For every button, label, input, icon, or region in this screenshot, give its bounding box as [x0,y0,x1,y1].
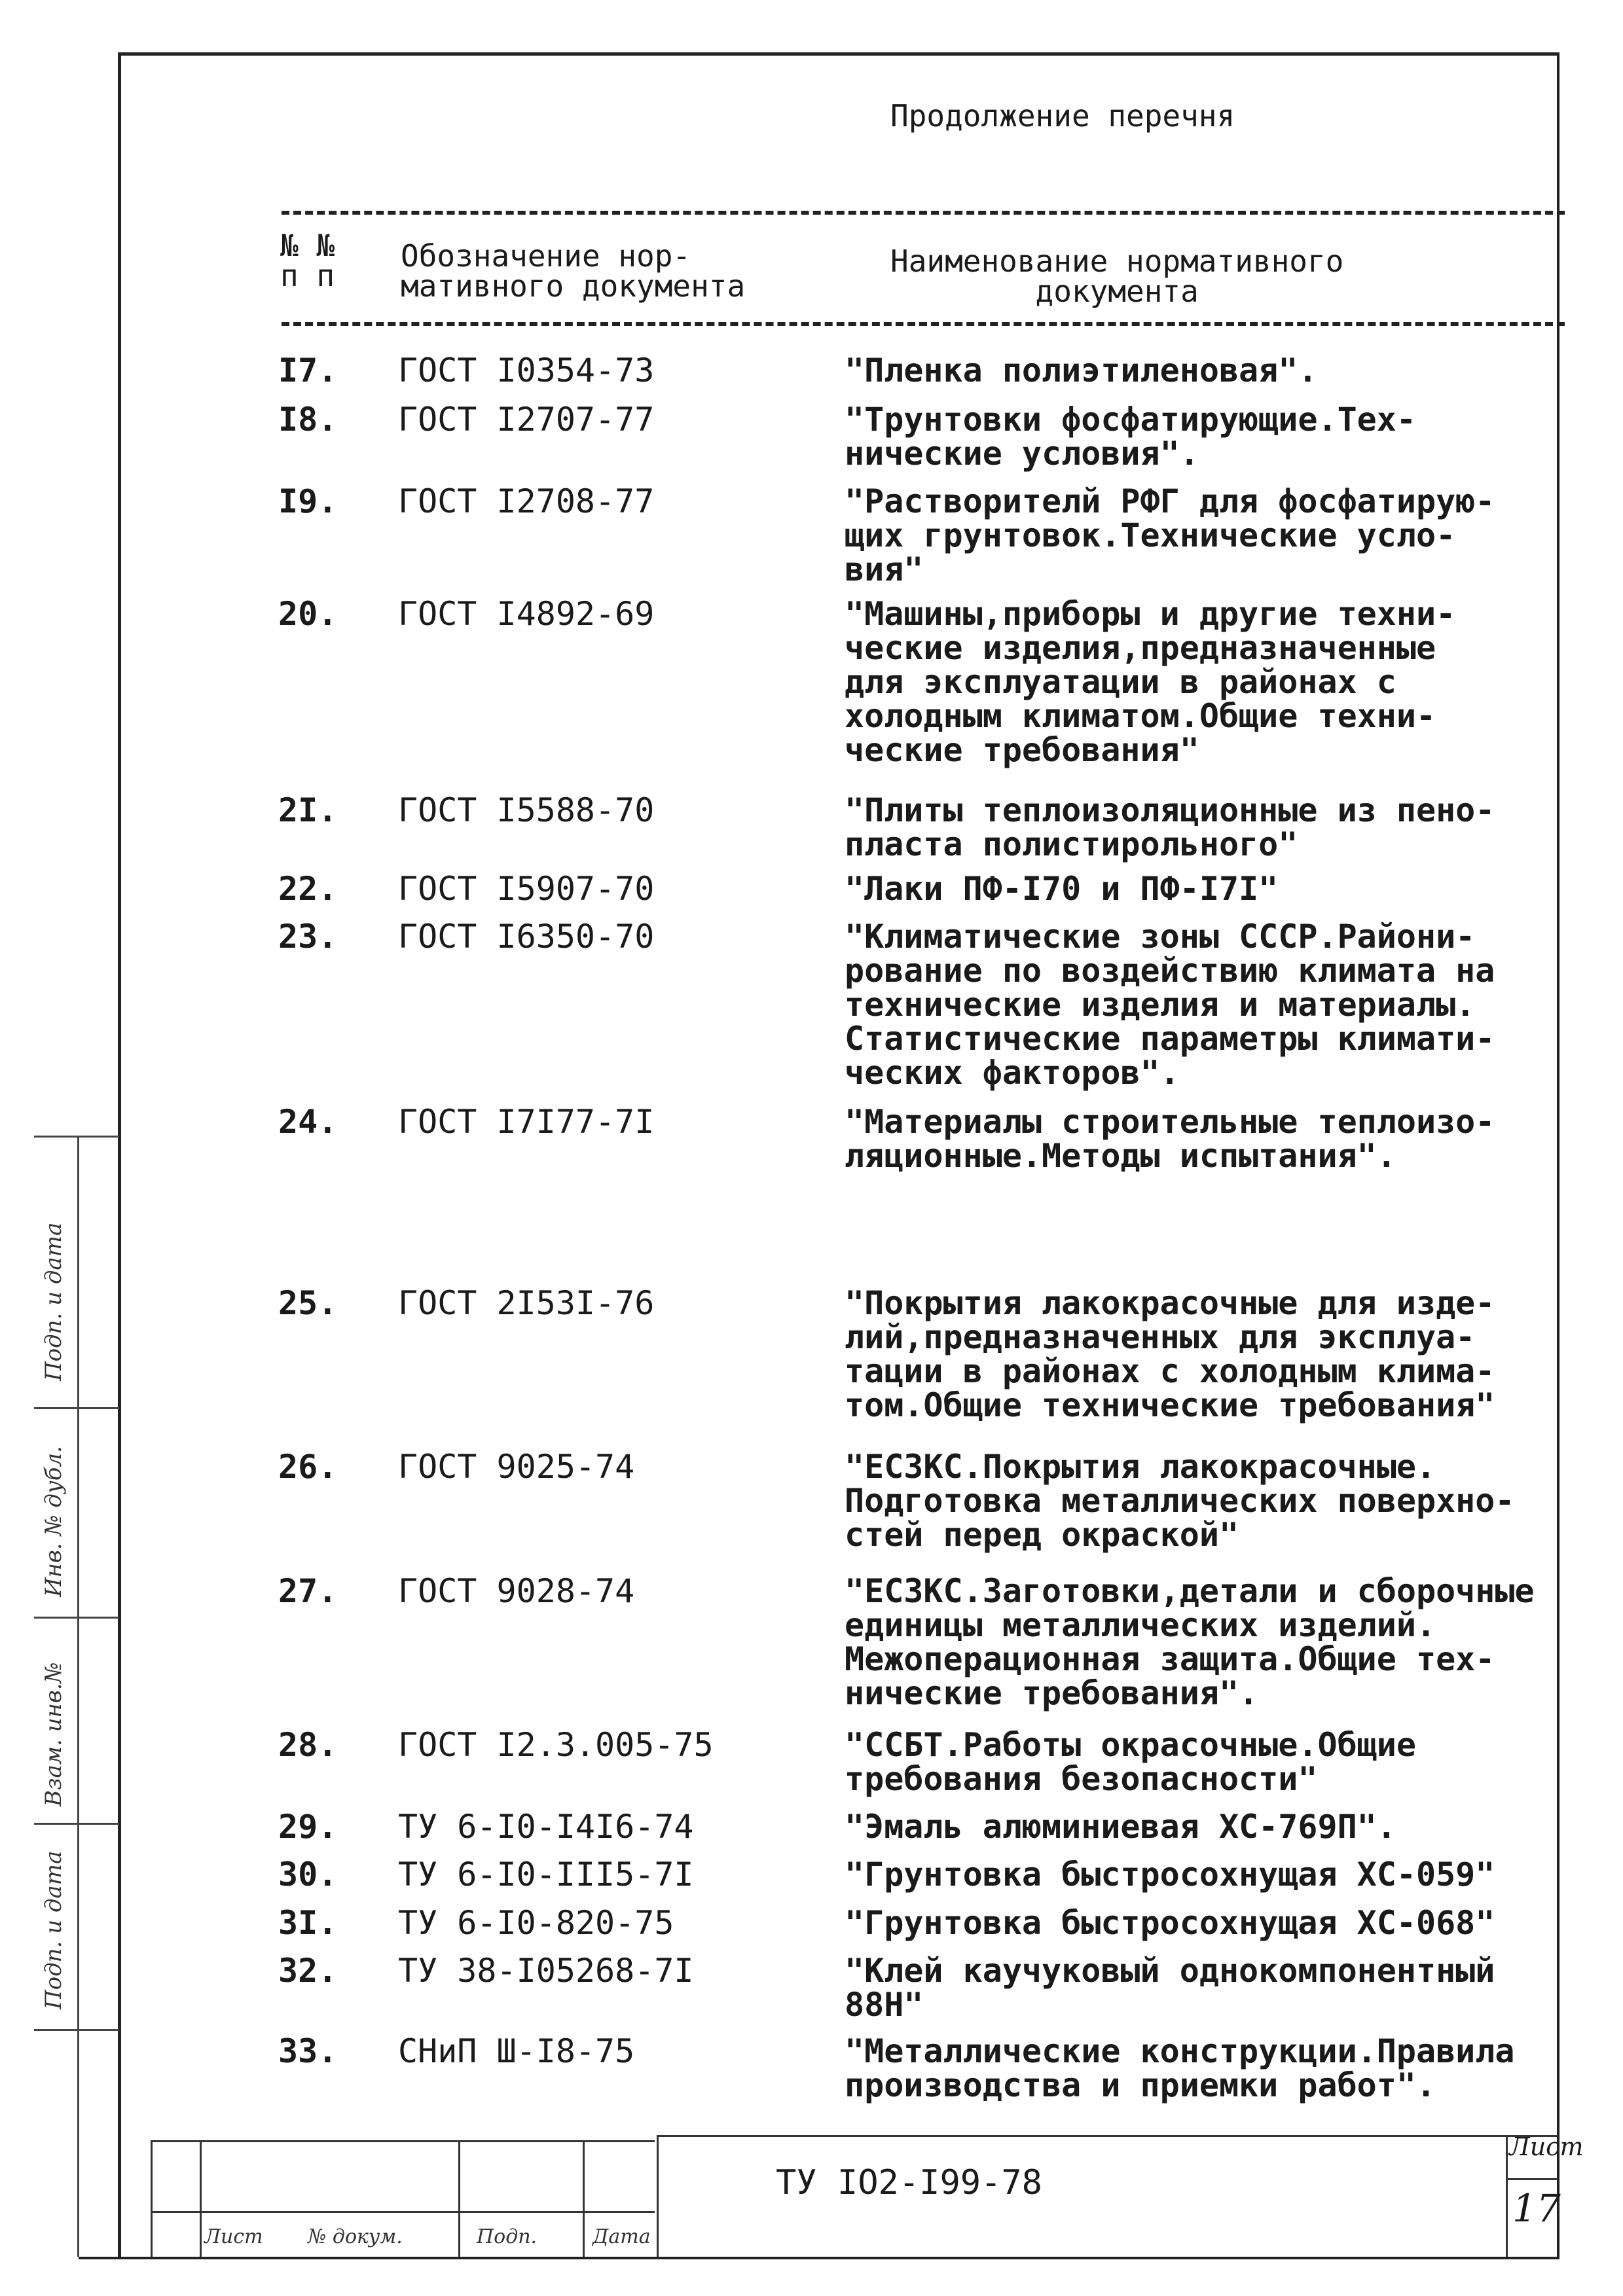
header-name-column [890,243,1344,309]
row-name: "Лаки ПФ-I70 и ПФ-I7I" [845,870,1279,908]
row-number: 33. [278,2032,338,2070]
sheet-number: 17 [1512,2186,1561,2231]
header-number-column [280,230,335,291]
row-number: 22. [278,870,338,908]
title-block-divider [1506,2135,1508,2257]
row-number: 30. [278,1856,338,1893]
title-block-rule [151,2140,655,2142]
row-number: 24. [278,1103,338,1141]
row-number: 2I. [278,791,338,829]
frame-bottom-line [79,2257,1559,2259]
side-stamp-divider [34,1823,119,1825]
side-stamp-divider [34,1617,119,1619]
row-name: "Грунтовка быстросохнущая ХС-059" [845,1856,1495,1893]
row-number: 29. [278,1808,338,1846]
row-number: 32. [278,1952,338,1990]
row-name: "Плиты теплоизоляционные из пено- пласта полистирольного" [845,791,1495,863]
header-code-line1: Обозначение нор- [401,238,691,274]
row-name: "Клей каучуковый однокомпонентный 88Н" [845,1952,1495,2024]
header-name-line2: документа [1035,274,1199,309]
title-block-sign-column: Подп. [477,2225,538,2248]
title-block-date-column: Дата [593,2225,651,2248]
row-name: "ЕСЗКС.Заготовки,детали и сборочные единицы металлических изделий. Межоперационная защита.Общие тех- нические требования". [845,1572,1535,1712]
row-number: I8. [278,401,338,439]
row-name: "Покрытия лакокрасочные для изде- лий,предназначенных для эксплуа- тации в районах с холодным клима- том.Общие технические требования" [845,1284,1495,1424]
row-number: 23. [278,918,338,956]
row-code: ГОСТ I2708-77 [398,482,655,520]
title-block-sheet-column: Лист [204,2225,263,2248]
title-block-divider [583,2140,585,2257]
header-name-line1: Наименование нормативного [890,243,1344,279]
title-block-rule [151,2211,655,2213]
row-name: "Климатические зоны СССР.Райони- рование по воздействию климата на технические изделия и материалы. Статистические параметры климати- ческих факторов". [845,918,1495,1092]
row-name: "ССБТ.Работы окрасочные.Общие требования безопасности" [845,1726,1416,1798]
row-number: 3I. [278,1904,338,1942]
title-block-rule [1506,2178,1558,2180]
row-code: ТУ 6-I0-I4I6-74 [398,1808,694,1846]
row-name: "Растворителй РФГ для фосфатирую- щих грунтовок.Технические усло- вия" [845,482,1495,588]
row-name: "Эмаль алюминиевая ХС-769П". [845,1808,1396,1846]
row-name: "Машины,приборы и другие техни- ческие изделия,предназначенные для эксплуатации в районах с холодным климатом.Общие техни- ческие требования" [845,595,1456,769]
row-number: 25. [278,1284,338,1322]
row-code: ТУ 38-I05268-7I [398,1952,694,1990]
side-stamp-divider [34,1407,119,1409]
header-code-column [401,238,746,304]
row-name: "ЕСЗКС.Покрытия лакокрасочные. Подготовка металлических поверхно- стей перед окраской" [845,1448,1515,1554]
side-stamp-frame [77,1136,120,2257]
row-name: "Материалы строительные теплоизо- ляционные.Методы испытания". [845,1103,1495,1175]
row-code: ГОСТ 9025-74 [398,1448,635,1486]
title-block-divider [200,2140,202,2257]
row-code: ТУ 6-I0-820-75 [398,1904,674,1942]
side-stamp-divider [34,1136,119,1138]
row-code: ГОСТ I2707-77 [398,401,655,439]
table-header-dashed-rule [282,322,1565,326]
row-code: ГОСТ I0354-73 [398,351,655,389]
row-code: ГОСТ I5588-70 [398,791,655,829]
row-code: СНиП Ш-I8-75 [398,2032,635,2070]
page-heading: Продолжение перечня [890,98,1235,134]
table-top-dashed-rule [282,211,1565,215]
row-code: ГОСТ I4892-69 [398,595,655,633]
header-number-line1: № № [280,228,335,263]
row-number: 20. [278,595,338,633]
side-stamp-replace-inv: Взам. инв.№ [41,1662,67,1806]
row-name: "Трунтовки фосфатирующие.Тех- нические условия". [845,401,1416,473]
row-code: ГОСТ I2.3.005-75 [398,1726,714,1764]
row-name: "Пленка полиэтиленовая". [845,351,1318,389]
sheet-label: Лист [1509,2132,1584,2161]
header-number-line2: п п [280,258,335,293]
title-block-rule [658,2135,1558,2137]
row-code: ГОСТ 9028-74 [398,1572,635,1610]
row-code: ГОСТ I7I77-7I [398,1103,655,1141]
row-code: ТУ 6-I0-III5-7I [398,1856,694,1893]
row-code: ГОСТ I5907-70 [398,870,655,908]
row-code: ГОСТ 2I53I-76 [398,1284,655,1322]
row-number: 26. [278,1448,338,1486]
side-stamp-dup-inv: Инв. № дубл. [41,1446,67,1597]
frame-right-line [1557,52,1559,2258]
row-number: I9. [278,482,338,520]
title-block-divider [458,2140,460,2257]
document-code: ТУ IО2-I99-78 [776,2163,1042,2202]
title-block-doc-column: № докум. [308,2225,403,2248]
header-code-line2: мативного документа [401,268,746,304]
row-number: I7. [278,351,338,389]
side-stamp-divider [34,2029,119,2031]
frame-top-line [118,52,1558,56]
side-stamp-sign-date-2: Подп. и дата [41,1850,67,2009]
title-block-divider [151,2140,153,2257]
side-stamp-sign-date: Подп. и дата [41,1222,67,1381]
row-name: "Грунтовка быстросохнущая ХС-068" [845,1904,1495,1942]
row-name: "Металлические конструкции.Правила производства и приемки работ". [845,2032,1515,2104]
title-block-divider [657,2135,659,2257]
row-number: 28. [278,1726,338,1764]
row-number: 27. [278,1572,338,1610]
row-code: ГОСТ I6350-70 [398,918,655,956]
